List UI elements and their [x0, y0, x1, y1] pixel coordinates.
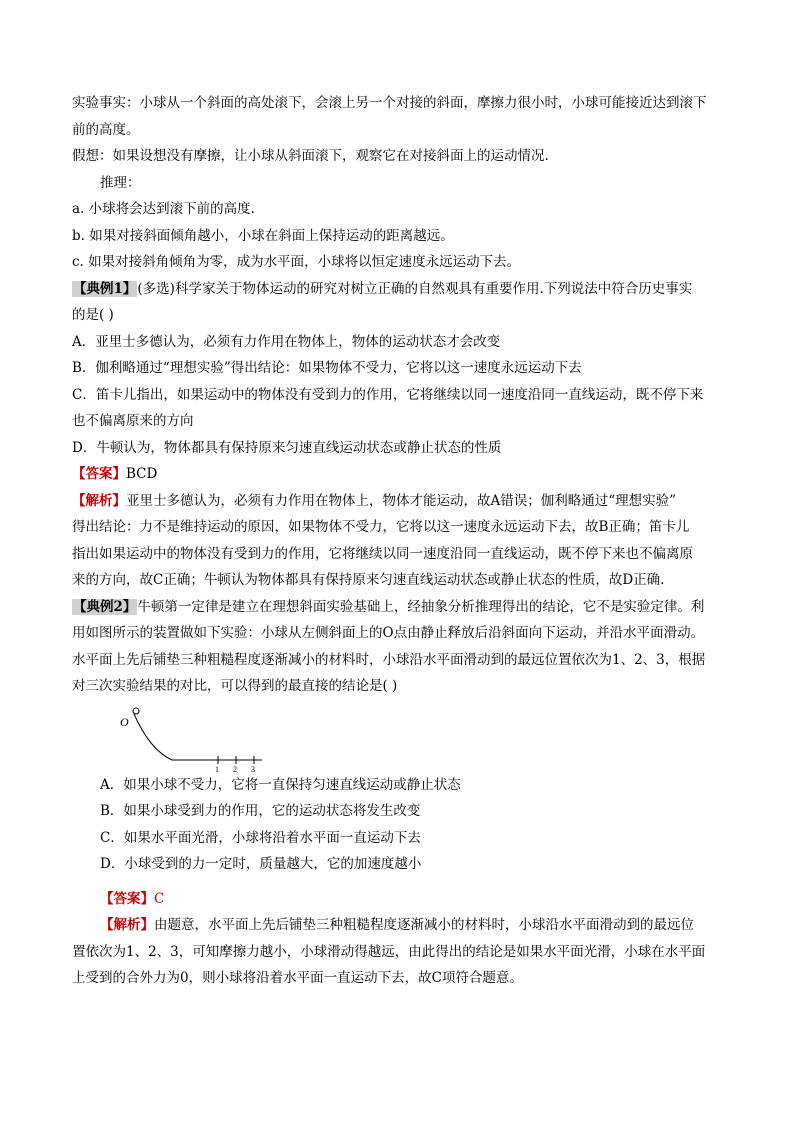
- example1-option-c-1: C．笛卡儿指出，如果运动中的物体没有受到力的作用，它将继续以同一速度沿同一直线运动，既不停下来: [72, 386, 704, 403]
- example2-answer: [72, 886, 732, 913]
- example2-option-a: A．如果小球不受力，它将一直保持匀速直线运动或静止状态: [100, 776, 461, 793]
- example1-analysis-line-3: 指出如果运动中的物体没有受到力的作用，它将继续以同一速度沿同一直线运动，既不停下来也不偏离原: [72, 545, 693, 562]
- example1-analysis-line-1: 亚里士多德认为，必须有力作用在物体上，物体才能运动，故A错误；伽利略通过“理想实验”: [126, 492, 677, 509]
- example1-option-d: D．牛顿认为，物体都具有保持原来匀速直线运动状态或静止状态的性质: [72, 439, 502, 456]
- example2-answer-tag: 【答案】: [100, 890, 154, 907]
- tick-label-2: 2: [233, 764, 237, 772]
- example2-option-b: B．如果小球受到力的作用，它的运动状态将发生改变: [100, 803, 421, 819]
- reasoning-a: a. 小球将会达到滚下前的高度.: [72, 201, 255, 217]
- example2-analysis-tag: 【解析】: [100, 917, 154, 933]
- example2-tag: 【典例2】: [73, 598, 137, 615]
- example1-analysis-line-4: 来的方向，故C正确；牛顿认为物体都具有保持原来匀速直线运动状态或静止状态的性质，故D正确.: [72, 572, 665, 588]
- point-o-label: O: [120, 714, 129, 729]
- reasoning-c: c. 如果对接斜角倾角为零，成为水平面，小球将以恒定速度永远运动下去。: [72, 254, 521, 270]
- example2-option-d: D．小球受到的力一定时，质量越大，它的加速度越小: [100, 856, 422, 872]
- incline-diagram: [94, 702, 334, 772]
- document-page: [72, 90, 732, 992]
- example2-analysis-line-3: 上受到的合外力为0，则小球将沿着水平面一直运动下去，故C项符合题意。: [72, 970, 523, 986]
- tick-label-1: 1: [215, 764, 219, 772]
- example2-option-c: C．如果水平面光滑，小球将沿着水平面一直运动下去: [100, 829, 421, 846]
- example2-stem-line-3: 水平面上先后铺垫三种粗糙程度逐渐减小的材料时，小球沿水平面滑动到的最远位置依次为1、2、3，根据: [72, 651, 706, 668]
- example2-analysis-line-2: 置依次为1、2、3，可知摩擦力越小，小球滑动得越远，由此得出的结论是如果水平面光滑，小球在水平面: [72, 943, 706, 960]
- hypothesis-line: 假想：如果设想没有摩擦，让小球从斜面滚下，观察它在对接斜面上的运动情况.: [72, 148, 549, 164]
- tick-label-3: 3: [251, 764, 255, 772]
- example1-answer: [72, 461, 732, 488]
- fact-line-2: 前的高度。: [72, 121, 140, 138]
- example1-analysis-tag: 【解析】: [72, 492, 126, 509]
- example1-option-a: A．亚里士多德认为，必须有力作用在物体上，物体的运动状态才会改变: [72, 333, 501, 350]
- reasoning-b: b. 如果对接斜面倾角越小，小球在斜面上保持运动的距离越远。: [72, 227, 454, 244]
- example1-analysis-line-2: 得出结论：力不是维持运动的原因，如果物体不受力，它将以这一速度永远运动下去，故B正确；笛卡儿: [72, 519, 690, 535]
- example2-stem-line-1: 牛顿第一定律是建立在理想斜面实验基础上，经抽象分析推理得出的结论，它不是实验定律。利: [137, 598, 705, 615]
- incline-figure: [94, 702, 732, 772]
- example1-stem-line-1: (多选)科学家关于物体运动的研究对树立正确的自然观具有重要作用.下列说法中符合历史事实: [137, 280, 693, 297]
- incline-path: [134, 714, 262, 760]
- example1-analysis: [72, 488, 732, 515]
- example2-stem-line-2: 用如图所示的装置做如下实验：小球从左侧斜面上的O点由静止释放后沿斜面向下运动，并沿水平面滑动。: [72, 625, 705, 641]
- example2-analysis: [72, 912, 732, 939]
- example1-stem-line-2: 的是( ): [72, 307, 114, 323]
- example1-tag: 【典例1】: [73, 280, 137, 297]
- example2-stem-line-4: 对三次实验结果的对比，可以得到的最直接的结论是( ): [72, 678, 398, 694]
- example2-stem: [72, 594, 732, 621]
- ball: [133, 708, 139, 714]
- example1-option-c-2: 也不偏离原来的方向: [72, 413, 194, 429]
- example2-analysis-line-1: 由题意，水平面上先后铺垫三种粗糙程度逐渐减小的材料时，小球沿水平面滑动到的最远位: [154, 917, 694, 933]
- fact-line-1: 实验事实：小球从一个斜面的高处滚下，会滚上另一个对接的斜面，摩擦力很小时，小球可能接近达到滚下: [72, 95, 707, 111]
- example1-option-b: B．伽利略通过“理想实验”得出结论：如果物体不受力，它将以这一速度永远运动下去: [72, 360, 582, 376]
- example2-answer-value: C: [154, 890, 165, 907]
- reasoning-label: 推理：: [100, 174, 141, 191]
- example1-answer-value: BCD: [126, 466, 158, 482]
- example1-stem: [72, 276, 732, 303]
- example1-answer-tag: 【答案】: [72, 466, 126, 482]
